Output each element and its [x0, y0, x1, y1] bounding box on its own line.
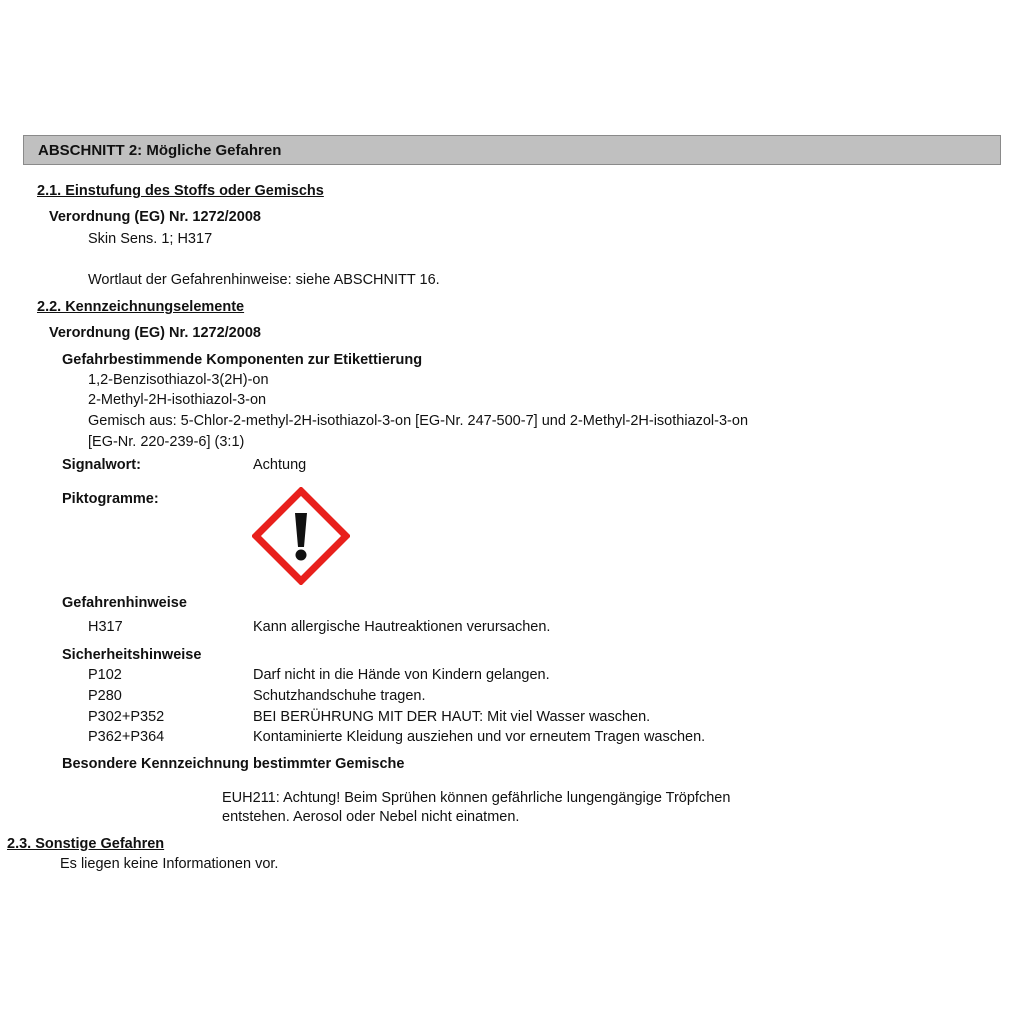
- precaution-text: Schutzhandschuhe tragen.: [253, 688, 426, 704]
- euh-line: entstehen. Aerosol oder Nebel nicht einatmen.: [222, 809, 520, 825]
- regulation-label-2-1: Verordnung (EG) Nr. 1272/2008: [49, 209, 261, 225]
- hazard-code: H317: [88, 619, 123, 635]
- precautionary-heading: Sicherheitshinweise: [62, 647, 202, 663]
- section-title: ABSCHNITT 2: Mögliche Gefahren: [38, 142, 282, 159]
- component-line: [EG-Nr. 220-239-6] (3:1): [88, 434, 245, 450]
- precaution-code: P302+P352: [88, 709, 165, 725]
- pictogram-label: Piktogramme:: [62, 491, 159, 507]
- regulation-label-2-2: Verordnung (EG) Nr. 1272/2008: [49, 325, 261, 341]
- heading-2-3: 2.3. Sonstige Gefahren: [7, 836, 165, 852]
- special-labelling-heading: Besondere Kennzeichnung bestimmter Gemische: [62, 756, 405, 772]
- component-line: 1,2-Benzisothiazol-3(2H)-on: [88, 372, 269, 388]
- section-header-bar: [23, 135, 1001, 165]
- wording-note: Wortlaut der Gefahrenhinweise: siehe ABSCHNITT 16.: [88, 272, 440, 288]
- exclamation-mark-ghs07-icon: [252, 487, 350, 585]
- precaution-code: P102: [88, 667, 122, 683]
- precaution-code: P362+P364: [88, 729, 165, 745]
- classification-text: Skin Sens. 1; H317: [88, 231, 213, 247]
- heading-2-1: 2.1. Einstufung des Stoffs oder Gemischs: [37, 183, 324, 199]
- precaution-text: Darf nicht in die Hände von Kindern gelangen.: [253, 667, 550, 683]
- precaution-text: Kontaminierte Kleidung ausziehen und vor erneutem Tragen waschen.: [253, 729, 706, 745]
- other-hazards-text: Es liegen keine Informationen vor.: [60, 856, 279, 872]
- signal-word-label: Signalwort:: [62, 457, 141, 473]
- components-heading: Gefahrbestimmende Komponenten zur Etikettierung: [62, 352, 423, 368]
- hazard-statements-heading: Gefahrenhinweise: [62, 595, 187, 611]
- signal-word-value: Achtung: [253, 457, 307, 473]
- component-line: 2-Methyl-2H-isothiazol-3-on: [88, 392, 267, 408]
- component-line: Gemisch aus: 5-Chlor-2-methyl-2H-isothiazol-3-on [EG-Nr. 247-500-7] und 2-Methyl-2H-isothiazol-3-on: [88, 413, 749, 429]
- precaution-text: BEI BERÜHRUNG MIT DER HAUT: Mit viel Wasser waschen.: [253, 709, 651, 725]
- hazard-text: Kann allergische Hautreaktionen verursachen.: [253, 619, 551, 635]
- heading-2-2: 2.2. Kennzeichnungselemente: [37, 299, 245, 315]
- precaution-code: P280: [88, 688, 122, 704]
- euh-line: EUH211: Achtung! Beim Sprühen können gefährliche lungengängige Tröpfchen: [222, 790, 731, 806]
